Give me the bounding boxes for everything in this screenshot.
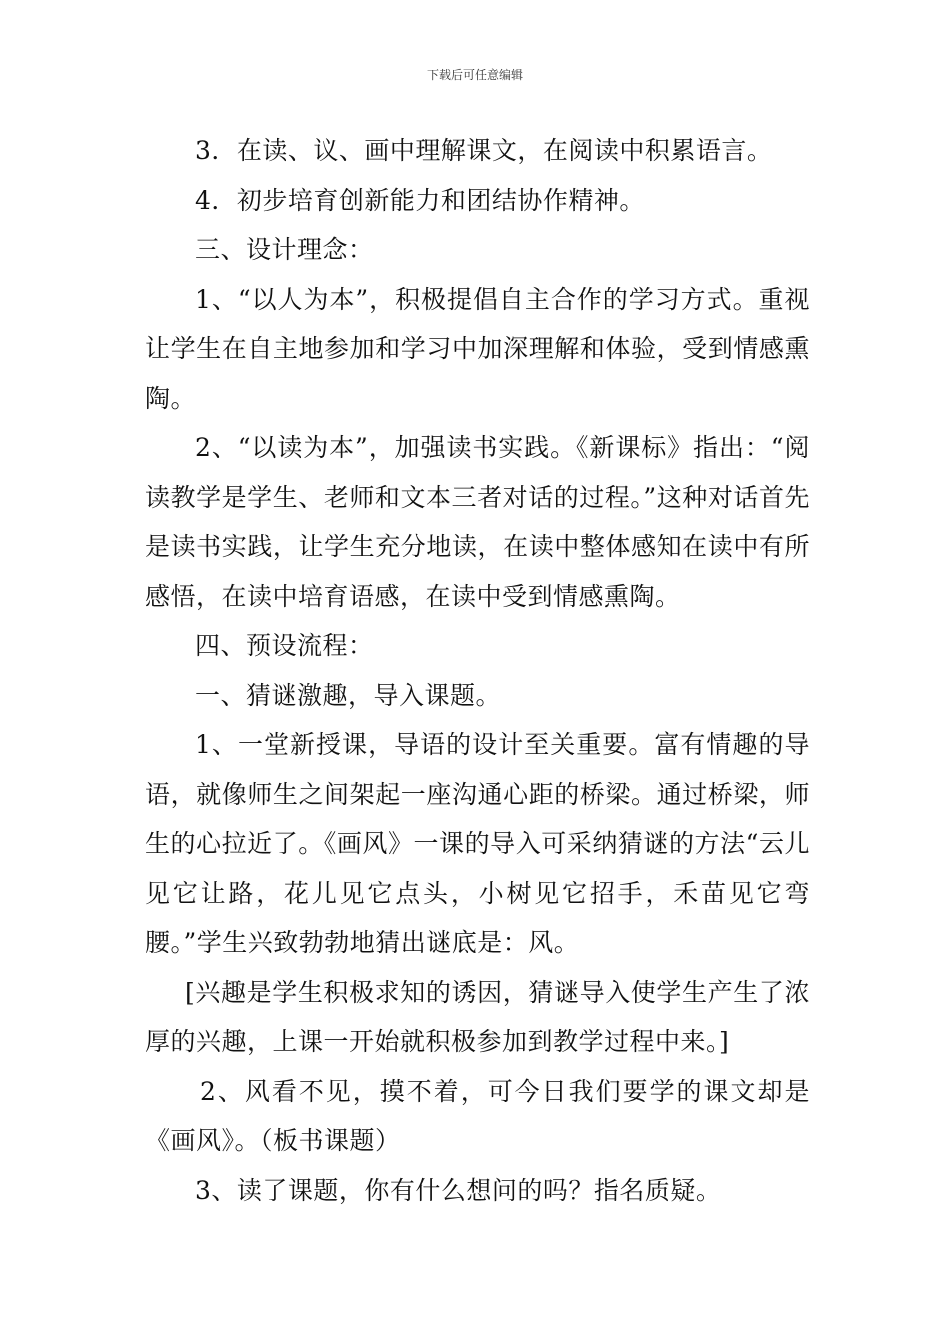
subheading-riddle-intro: 一、猜谜激趣，导入课题。 xyxy=(195,680,502,710)
section-heading-preset-process: 四、预设流程： xyxy=(195,631,374,660)
paragraph-goal-4: 4．初步培育创新能力和团结协作精神。 xyxy=(195,185,645,215)
document-body xyxy=(145,126,810,1215)
section-heading-design-concept: 三、设计理念： xyxy=(195,235,374,264)
paragraph-concept-2: 2、“以读为本”，加强读书实践。《新课标》指出：“阅读教学是学生、老师和文本三者对话的过程。”这种对话首先是读书实践，让学生充分地读，在读中整体感知在读中有所感悟，在读中培育语感，在读中受到情感熏陶。 xyxy=(145,433,810,611)
paragraph-step-3: 3、读了课题，你有什么想问的吗？指名质疑。 xyxy=(195,1175,722,1205)
paragraph-step-1: 1、一堂新授课，导语的设计至关重要。富有情趣的导语，就像师生之间架起一座沟通心距的桥梁。通过桥梁，师生的心拉近了。《画风》一课的导入可采纳猜谜的方法“云儿见它让路，花儿见它点头，小树见它招手，禾苗见它弯腰。”学生兴致勃勃地猜出谜底是：风。 xyxy=(145,730,810,957)
paragraph-bracket-note: [兴趣是学生积极求知的诱因，猜谜导入使学生产生了浓厚的兴趣，上课一开始就积极参加到教学过程中来。] xyxy=(145,977,810,1056)
header-note: 下载后可任意编辑 xyxy=(426,68,523,82)
paragraph-goal-3: 3．在读、议、画中理解课文，在阅读中积累语言。 xyxy=(195,136,773,165)
paragraph-step-2: 2、风看不见，摸不着，可今日我们要学的课文却是《画风》。（板书课题） xyxy=(145,1076,810,1155)
paragraph-concept-1: 1、“以人为本”，积极提倡自主合作的学习方式。重视让学生在自主地参加和学习中加深理解和体验，受到情感熏陶。 xyxy=(145,284,810,413)
